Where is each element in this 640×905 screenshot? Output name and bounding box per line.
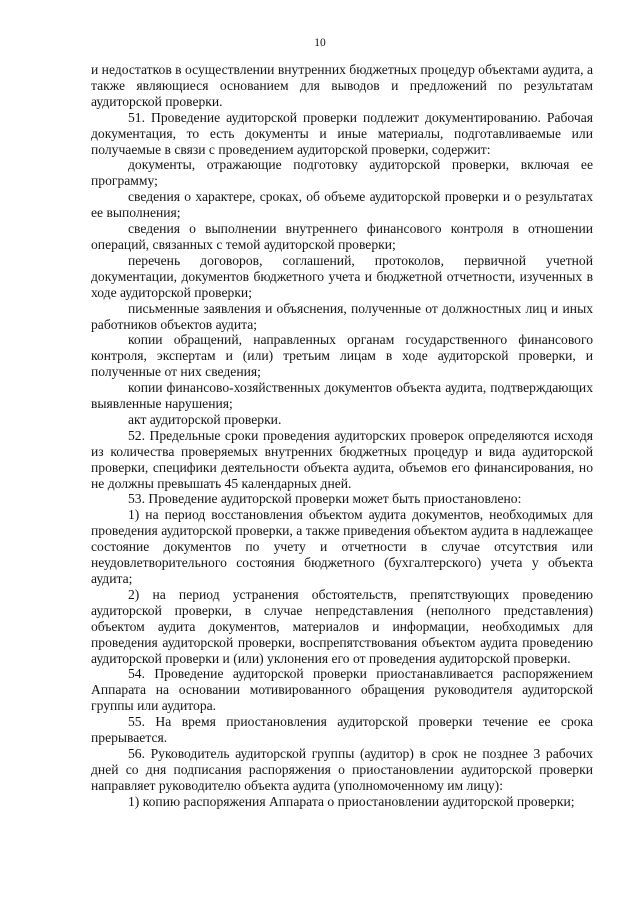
page-number: 10 xyxy=(314,37,326,49)
paragraph-53-item-2: 2) на период устранения обстоятельств, препятствующих проведению аудиторской проверки, в случае непредставления (неполного представления) объектом аудита документов, материалов и информации, необходимых для проведения аудиторской проверки, воспрепятствования объектом аудита проведению аудиторской проверки и (или) уклонения его от проведения аудиторской проверки. xyxy=(91,586,593,666)
paragraph-55: 55. На время приостановления аудиторской проверки течение ее срока прерывается. xyxy=(91,714,593,746)
paragraph-continuation: и недостатков в осуществлении внутренних бюджетных процедур объектами аудита, а также являющиеся основанием для выводов и предложений по результатам аудиторской проверки. xyxy=(91,62,594,109)
paragraph-51: 51. Проведение аудиторской проверки подлежит документированию. Рабочая документация, то есть документы и иные материалы, подготавливаемые или получаемые в связи с проведением аудиторской проверки, содержит: xyxy=(91,109,593,157)
list-item-appeal-copies: копии обращений, направленных органам государственного финансового контроля, экспертам и (или) третьим лицам в ходе аудиторской проверки, и полученные от них сведения; xyxy=(91,332,593,380)
list-item-contracts-list: перечень договоров, соглашений, протоколов, первичной учетной документации, документов бюджетного учета и бюджетной отчетности, изученных в ходе аудиторской проверки; xyxy=(91,252,593,300)
list-item-financial-document-copies: копии финансово-хозяйственных документов объекта аудита, подтверждающих выявленные нарушения; xyxy=(91,380,593,412)
list-item-scope-info: сведения о характере, сроках, об объеме аудиторской проверки и о результатах ее выполнения; xyxy=(91,189,593,221)
document-body xyxy=(91,62,593,810)
paragraph-56-item-1: 1) копию распоряжения Аппарата о приостановлении аудиторской проверки; xyxy=(128,793,575,809)
paragraph-54: 54. Проведение аудиторской проверки приостанавливается распоряжением Аппарата на основании мотивированного обращения руководителя аудиторской группы или аудитора. xyxy=(91,666,593,714)
paragraph-56: 56. Руководитель аудиторской группы (аудитор) в срок не позднее 3 рабочих дней со дня подписания распоряжения о приостановлении аудиторской проверки направляет руководителю объекта аудита (уполномоченному им лицу): xyxy=(91,745,593,793)
paragraph-52: 52. Предельные сроки проведения аудиторских проверок определяются исходя из количества проверяемых внутренних бюджетных процедур и вида аудиторской проверки, специфики деятельности объекта аудита, объемов его финансирования, но не должны превышать 45 календарных дней. xyxy=(91,427,593,491)
list-item-program-documents: документы, отражающие подготовку аудиторской проверки, включая ее программу; xyxy=(91,157,593,189)
list-item-written-statements: письменные заявления и объяснения, полученные от должностных лиц и иных работников объектов аудита; xyxy=(91,300,593,332)
paragraph-53-item-1: 1) на период восстановления объектом аудита документов, необходимых для проведения аудиторской проверки, а также приведения объектом аудита в надлежащее состояние документов по учету и отчетности в случае отсутствия или неудовлетворительного состояния бюджетного (бухгалтерского) учета у объекта аудита; xyxy=(91,507,593,586)
list-item-internal-control-info: сведения о выполнении внутреннего финансового контроля в отношении операций, связанных с темой аудиторской проверки; xyxy=(91,221,593,252)
paragraph-53: 53. Проведение аудиторской проверки может быть приостановлено: xyxy=(128,491,522,507)
list-item-audit-act: акт аудиторской проверки. xyxy=(128,411,282,427)
